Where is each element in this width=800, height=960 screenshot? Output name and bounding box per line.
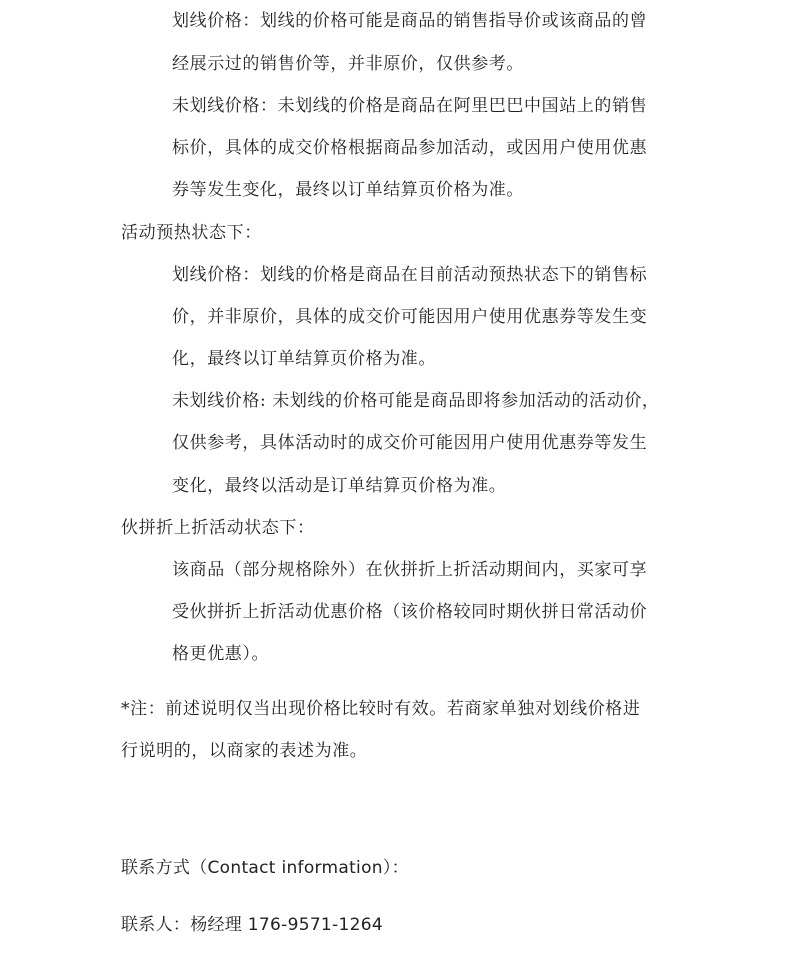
paragraph-line: 未划线价格：未划线的价格是商品在阿里巴巴中国站上的销售 [172, 96, 648, 116]
paragraph-line: 券等发生变化，最终以订单结算页价格为准。 [172, 180, 524, 200]
paragraph-line: 化，最终以订单结算页价格为准。 [172, 349, 436, 369]
paragraph-line: 仅供参考，具体活动时的成交价可能因用户使用优惠券等发生 [172, 433, 648, 453]
paragraph-line: 划线价格：划线的价格是商品在目前活动预热状态下的销售标 [172, 265, 648, 285]
contact-heading: 联系方式（Contact information）： [121, 858, 409, 878]
note-line: *注：前述说明仅当出现价格比较时有效。若商家单独对划线价格进 [121, 699, 641, 719]
paragraph-line: 价，并非原价，具体的成交价可能因用户使用优惠券等发生变 [172, 307, 648, 327]
paragraph-line: 未划线价格: 未划线的价格可能是商品即将参加活动的活动价， [172, 391, 660, 411]
paragraph-line: 标价，具体的成交价格根据商品参加活动，或因用户使用优惠 [172, 138, 648, 158]
paragraph-line: 受伙拼折上折活动优惠价格（该价格较同时期伙拼日常活动价 [172, 602, 648, 622]
paragraph-line: 变化，最终以活动是订单结算页价格为准。 [172, 476, 507, 496]
paragraph-line: 经展示过的销售价等，并非原价，仅供参考。 [172, 54, 524, 74]
paragraph-line: 格更优惠）。 [172, 644, 270, 664]
section-heading-preheat: 活动预热状态下： [121, 223, 262, 243]
contact-person: 联系人：杨经理 176-9571-1264 [121, 915, 383, 935]
paragraph-line: 该商品（部分规格除外）在伙拼折上折活动期间内，买家可享 [172, 560, 648, 580]
note-line: 行说明的，以商家的表述为准。 [121, 741, 368, 761]
paragraph-line: 划线价格：划线的价格可能是商品的销售指导价或该商品的曾 [172, 11, 648, 31]
section-heading-group-buy: 伙拼折上折活动状态下： [121, 518, 315, 538]
